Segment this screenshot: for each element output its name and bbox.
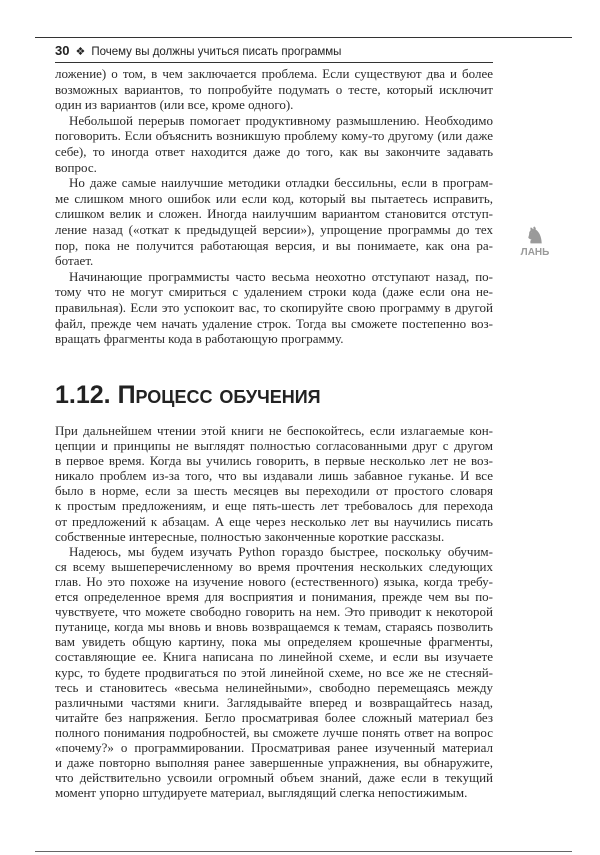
text-line: слишком велик и сложен. Иногда наилучшим вариантом становится отступ- bbox=[55, 206, 493, 222]
text-line: Но даже самые наилучшие методики отладки бессильны, если в програм- bbox=[69, 175, 493, 191]
text-line: читайте без напряжения. Бегло просматривая более сложный материал без bbox=[55, 709, 493, 725]
chapter-title: Почему вы должны учиться писать программы bbox=[91, 46, 342, 58]
text-line: поговорить. Если объяснить возникшую проблему кому-то другому (или даже bbox=[55, 128, 493, 144]
text-line: что действительно усвоили огромный объем знаний, даже если в текущий bbox=[55, 770, 493, 786]
text-line: При дальнейшем чтении этой книги не беспокойтесь, если излагаемые кон- bbox=[55, 423, 493, 438]
text-line: и даже повторно выполняя ранее завершенные упражнения, вы обнаружите, bbox=[55, 755, 493, 771]
text-line: собственные интересные, полностью законченные короткие рассказы. bbox=[55, 528, 445, 544]
text-line: цепции и принципы не выглядят полностью согласованными друг с другом bbox=[55, 438, 493, 454]
text-line: глав. Но это похоже на изучение нового (естественного) языка, когда требу- bbox=[55, 573, 493, 589]
text-line: пор, пока не получится работающая версия, и вы понимаете, как она ра- bbox=[55, 237, 493, 253]
top-rule bbox=[35, 37, 572, 38]
text-line: было в норме, если за шесть месяцев вы переходили от простого словаря bbox=[55, 483, 493, 499]
body-text-before bbox=[55, 66, 493, 347]
text-line: вращать фрагменты кода в работающую программу. bbox=[55, 331, 344, 347]
section-heading bbox=[55, 380, 321, 410]
deer-logo-icon: ♞ bbox=[525, 223, 545, 248]
text-line: ется определенное время для восприятия и понимания, прежде чем вы по- bbox=[55, 589, 493, 605]
text-line: «почему?» о программировании. Просматривая ранее изученный материал bbox=[55, 739, 493, 755]
section-title: Процесс обучения bbox=[117, 381, 321, 409]
text-line: путанице, когда мы вновь и вновь возвращаемся к темам, стараясь позволить bbox=[55, 619, 493, 635]
text-line: ся всему вышеперечисленному во время прочтения нескольких следующих bbox=[55, 558, 493, 574]
text-line: к простым предложениям, и еще пять-шесть лет требовалось для перехода bbox=[55, 498, 493, 514]
text-line: в первое время. Когда вы учились говорить, в первые несколько лет не воз- bbox=[55, 453, 493, 469]
text-line: от предложений к абзацам. А еще через несколько лет вы научились писать bbox=[55, 513, 493, 529]
text-line: полного понимания подробностей, вы сможете лучше понять ответ на вопрос bbox=[55, 724, 493, 740]
text-line: момент упорно штудируете материал, выглядящий слегка непостижимым. bbox=[55, 785, 468, 801]
text-line: ме слишком много ошибок или если код, который вы пытаетесь исправить, bbox=[55, 190, 493, 206]
text-line: тому что не могут смириться с удалением строки кода (даже если она не- bbox=[55, 284, 493, 300]
text-line: Небольшой перерыв помогает продуктивному размышлению. Необходимо bbox=[69, 112, 493, 128]
text-line: Надеюсь, мы будем изучать Python гораздо быстрее, поскольку обучим- bbox=[69, 543, 493, 559]
text-line: вопрос. bbox=[55, 159, 97, 175]
publisher-watermark bbox=[515, 225, 555, 258]
section-number: 1.12. bbox=[55, 381, 111, 409]
page-number: 30 bbox=[55, 43, 70, 58]
text-line: вам увидеть общую картину, пока мы определяем крошечные фрагменты, bbox=[55, 634, 493, 650]
text-line: Начинающие программисты часто весьма неохотно отступают назад, по- bbox=[69, 268, 493, 284]
text-line: тесь и становитесь «весьма нелинейными», свободно перемещаясь между bbox=[55, 679, 493, 695]
text-line: чувствуете, что можете свободно говорить на нем. Это приводит к некоторой bbox=[55, 604, 493, 620]
text-line: правильная). Если это успокоит вас, то скопируйте свою программу в другой bbox=[55, 299, 493, 315]
running-head bbox=[55, 43, 493, 63]
bottom-rule bbox=[35, 851, 572, 852]
text-line: ление назад («откат к предыдущей версии»), упрощение программы до тех bbox=[55, 221, 493, 237]
text-line: курс, то будете продвигаться по этой линейной схеме, но все же не стесняй- bbox=[55, 664, 493, 680]
text-line: один из вариантов (или все, кроме одного). bbox=[55, 97, 294, 113]
watermark-text: ЛАНЬ bbox=[520, 247, 550, 258]
text-line: себе), то иногда ответ находится даже до того, как вы закончите задавать bbox=[55, 143, 493, 159]
text-line: файл, прежде чем начать удаление строк. Тогда вы сможете постепенно воз- bbox=[55, 315, 493, 331]
text-line: различными частями книги. Заглядывайте вперед и возвращайтесь назад, bbox=[55, 694, 493, 710]
text-line: возможных вариантов, то попробуйте подумать о тесте, который исключит bbox=[55, 81, 493, 97]
text-line: составляющие ее. Книга написана по линейной схеме, и если вы изучаете bbox=[55, 649, 493, 665]
body-text-after bbox=[55, 423, 493, 800]
ornament-icon: ❖ bbox=[75, 46, 86, 58]
text-line: никало проблем из-за того, что вы издавали лишь забавное гуканье. И все bbox=[55, 468, 493, 484]
text-line: ложение) о том, в чем заключается проблема. Если существуют два и более bbox=[55, 66, 493, 81]
text-line: ботает. bbox=[55, 253, 94, 269]
